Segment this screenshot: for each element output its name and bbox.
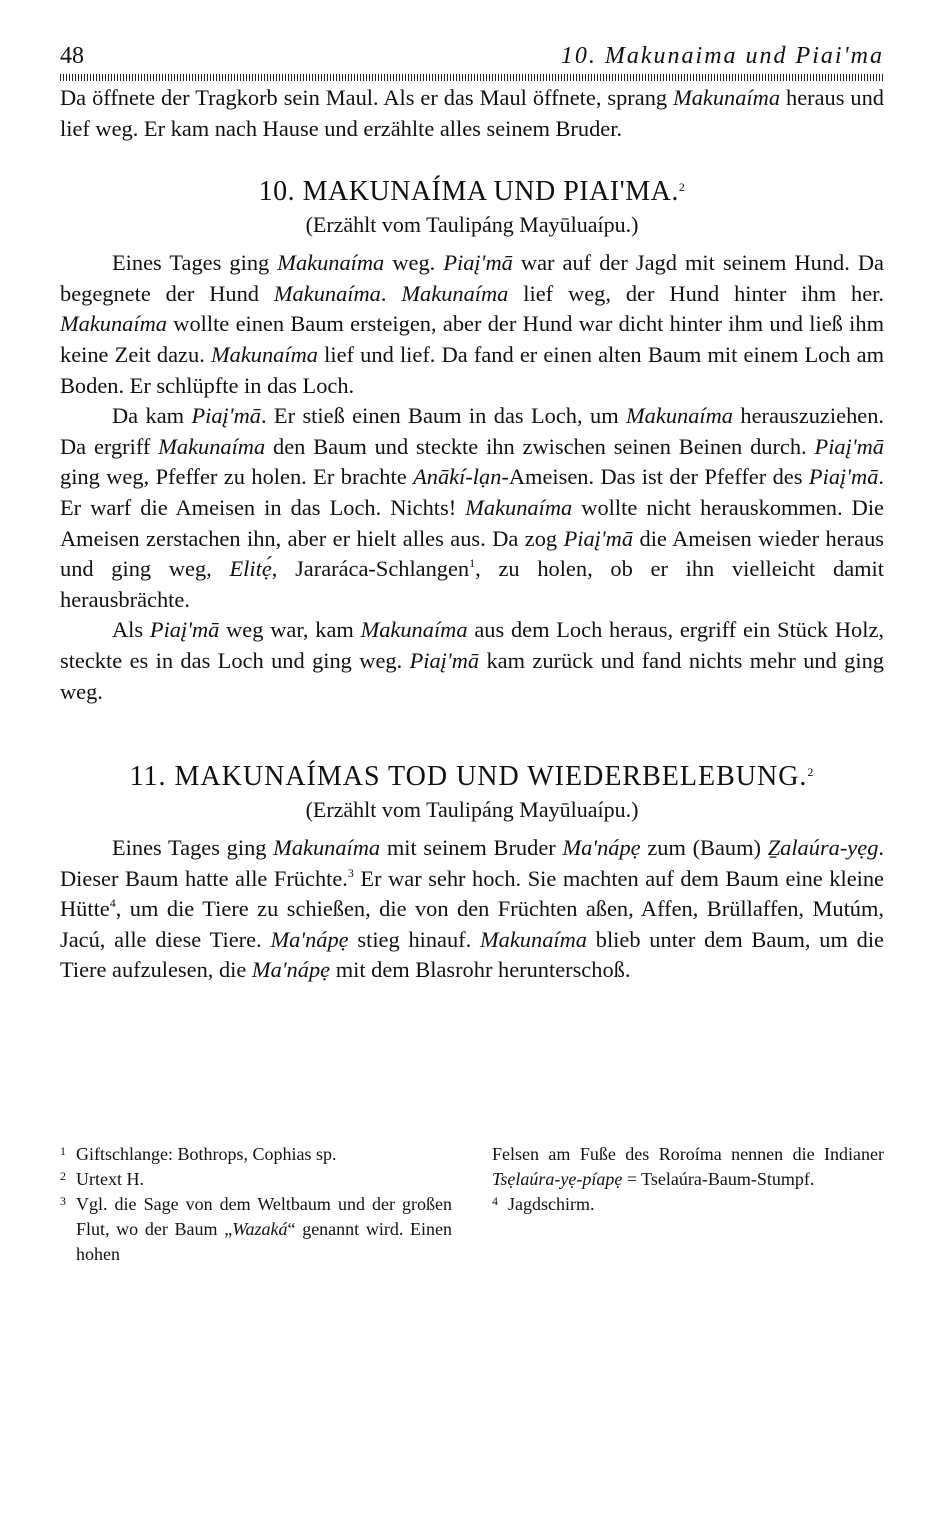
running-head	[60, 38, 884, 74]
section-11-byline: (Erzählt vom Taulipáng Mayūluaípu.)	[305, 797, 639, 823]
footnote-4: 4 Jagdschirm.	[492, 1194, 595, 1214]
header-rule	[60, 74, 884, 81]
footnote-2: 2 Urtext H.	[60, 1169, 144, 1189]
intro-paragraph: Da öffnete der Tragkorb sein Maul. Als er das Maul öffnete, sprang Makunaíma heraus und lief weg. Er kam nach Hause und erzählte alles seinem Bruder.	[60, 85, 884, 141]
footnote-3: 3 Vgl. die Sage von dem Weltbaum und der großen Flut, wo der Baum „Wazaká“ genannt wird. Einen hohen	[60, 1194, 453, 1264]
footnote-1: 1 Giftschlange: Bothrops, Cophias sp.	[60, 1144, 337, 1164]
footnotes-right-column	[492, 1142, 884, 1267]
running-title: 10. Makunaima und Piai'ma	[560, 43, 884, 69]
footnotes	[60, 1142, 884, 1267]
page	[60, 38, 884, 986]
section-11-paragraph-1: Eines Tages ging Makunaíma mit seinem Bruder Ma'nápẹ zum (Baum) Ẕalaúra-yẹg. Dieser Baum hatte alle Früchte.$^3$ Er war sehr hoch. Sie machten auf dem Baum eine kleine Hütte$^4$, um die Tiere zu schießen, die von den Früchten aßen, Affen, Brüllaffen, Mutúm, Jacú, alle diese Tiere. Ma'nápẹ stieg hinauf. Makunaíma blieb unter dem Baum, um die Tiere aufzulesen, die Ma'nápẹ mit dem Blasrohr herunterschoß.	[60, 835, 884, 983]
section-10-byline: (Erzählt vom Taulipáng Mayūluaípu.)	[305, 212, 639, 238]
page-number: 48	[60, 43, 84, 69]
section-10-paragraph-2: Da kam Piaį'mā. Er stieß einen Baum in das Loch, um Makunaíma herauszuziehen. Da ergriff Makunaíma den Baum und steckte ihn zwischen seinen Beinen durch. Piaį'mā ging weg, Pfeffer zu holen. Er brachte Anākí-lạn-Ameisen. Das ist der Pfeffer des Piaį'mā. Er warf die Ameisen in das Loch. Nichts! Makunaíma wollte nicht herauskommen. Die Ameisen zerstachen ihn, aber er hielt alles aus. Da zog Piaį'mā die Ameisen wieder heraus und ging weg, Elitẹ́, Jararáca-Schlangen$^1$, zu holen, ob er ihn vielleicht damit herausbrächte.	[60, 403, 884, 612]
section-10-title: 10. MAKUNAÍMA UND PIAI'MA.$^2$	[258, 176, 686, 208]
footnotes-left-column	[60, 1142, 452, 1267]
section-10-paragraph-1: Eines Tages ging Makunaíma weg. Piaį'mā war auf der Jagd mit seinem Hund. Da begegnete der Hund Makunaíma. Makunaíma lief weg, der Hund hinter ihm her. Makunaíma wollte einen Baum ersteigen, aber der Hund war dicht hinter ihm und ließ ihm keine Zeit dazu. Makunaíma lief und lief. Da fand er einen alten Baum mit einem Loch am Boden. Er schlüpfte in das Loch.	[60, 250, 884, 398]
section-11-title: 11. MAKUNAÍMAS TOD UND WIEDERBELEBUNG.$^2$	[129, 761, 815, 793]
footnote-3-continued: Felsen am Fuße des Roroíma nennen die Indianer Tsẹlaúra-yẹ-píapẹ = Tselaúra-Baum-Stumpf.	[492, 1144, 884, 1189]
section-10-paragraph-3: Als Piaį'mā weg war, kam Makunaíma aus dem Loch heraus, ergriff ein Stück Holz, steckte es in das Loch und ging weg. Piaį'mā kam zurück und fand nichts mehr und ging weg.	[60, 617, 885, 704]
